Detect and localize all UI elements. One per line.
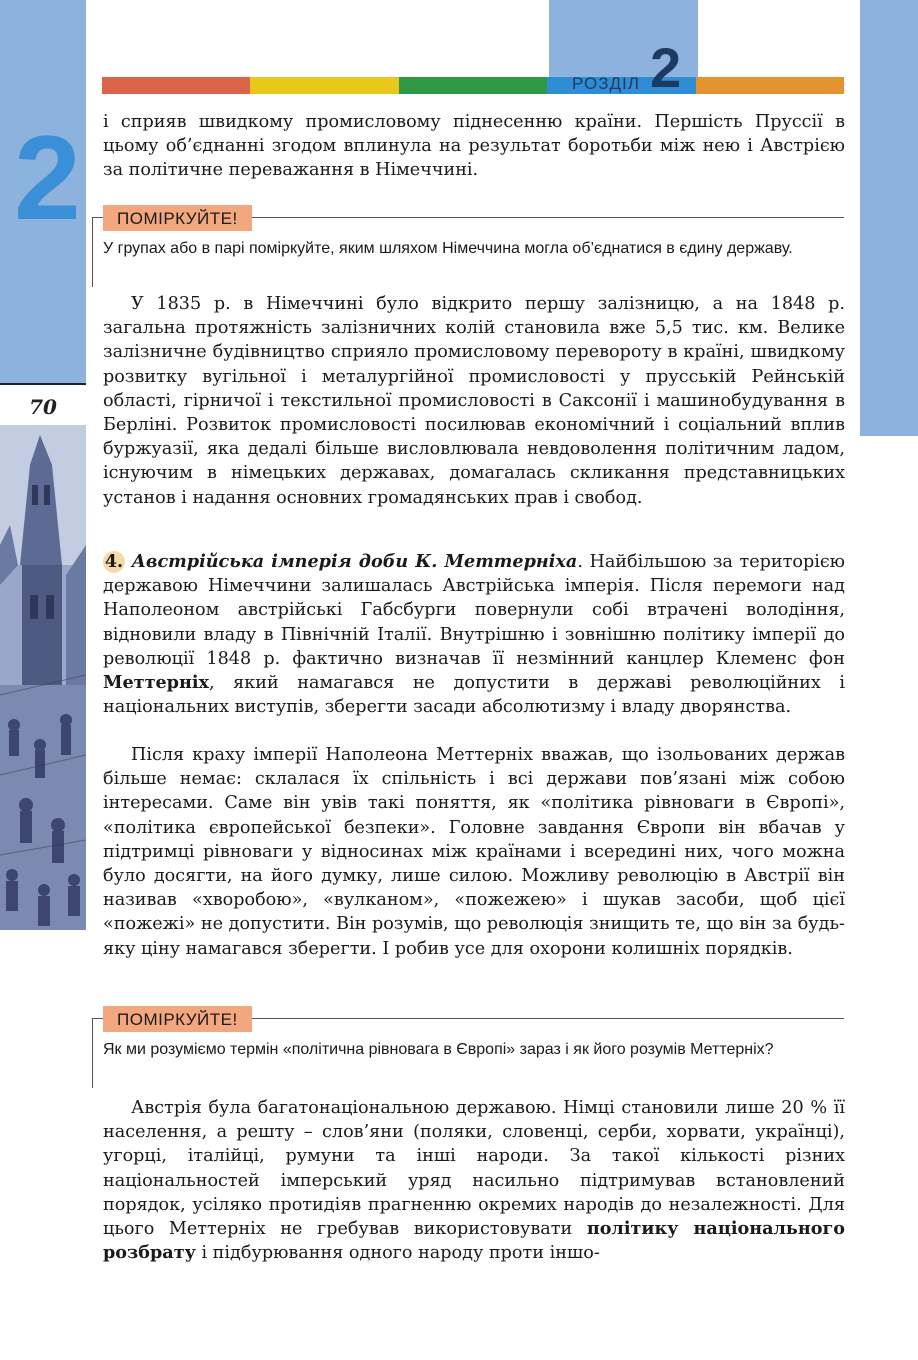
paragraph-railways: У 1835 р. в Німеччині було відкрито першу залізницю, а на 1848 р. загальна протяжність залізничних колій становила вже 5,5 тис. км. Велике залізничне будівництво сприяло промисловому перевороту в країні, швидкому розвитку вугільної і металургійної промисловості у прусській Рейнській області, гірничої і текстильної промисловості в Саксонії і машинобудування в Берліні. Розвиток промисловості посилював економічний і соціальний вплив буржуазії, яка дедалі більше висловлювала невдоволення політичним ладом, існуючим в німецьких державах, домагалась скликання представницьких установ і надання основних громадянських прав і свобод.	[103, 294, 845, 508]
bold-term: політику національного розбрату	[103, 1218, 845, 1264]
engraving-illustration-icon	[0, 425, 86, 930]
paragraph-multinational	[103, 1096, 845, 1265]
section-number-badge: 4.	[104, 551, 124, 572]
bold-term: Меттерніх	[103, 672, 210, 694]
think-box-1	[92, 205, 844, 290]
side-illustration	[0, 425, 86, 930]
think-label: ПОМІРКУЙТЕ!	[103, 1006, 252, 1032]
chapter-big-numeral: 2	[14, 111, 81, 245]
page-number-rule	[0, 383, 86, 385]
think-box-2	[92, 1006, 844, 1086]
right-margin-band	[860, 0, 918, 436]
section-label: РОЗДІЛ	[572, 74, 640, 93]
header-color-strip	[102, 77, 844, 94]
paragraph-metternich: Після краху імперії Наполеона Меттерніх вважав, що ізольованих держав більше немає: склалася їх спільність і всі держави пов’язані між собою інтересами. Саме він увів такі поняття, як «політика рівноваги в Європі», «політика європейської безпеки». Головне завдання Європи він вбачав у підтримці рівноваги у відносинах між країнами і всередині них, чого можна було досягти, на його думку, лише силою. Можливу революцію в Австрії він називав «хворобою», «вулканом», «пожежею» і шукав засоби, щоб цієї «пожежі» не допустити. Він розумів, що революція знищить те, що він за будь-яку ціну намагався зберегти. І робив усе для охорони колишніх порядків.	[103, 745, 845, 959]
think-label: ПОМІРКУЙТЕ!	[103, 205, 252, 231]
paragraph-continuation: і сприяв швидкому промисловому піднесенню країни. Першість Пруссії в цьому об’єднанні згодом вплинула на результат боротьби між нею і Австрією за політичне переважання в Німеччині.	[103, 112, 845, 181]
paragraph-text: , який намагався не допустити в державі революційних і національних виступів, зберегти засади абсолютизму і владу дворянства.	[103, 673, 845, 718]
paragraph-austrian-empire	[103, 550, 845, 719]
section-number: 2	[650, 36, 682, 99]
page-number: 70	[29, 395, 57, 419]
paragraph-text: і підбурювання одного народу проти іншо-	[195, 1243, 600, 1264]
section-heading: Австрійська імперія доби К. Меттерніха	[131, 551, 578, 572]
paragraph-text: Австрія була багатонаціональною державою. Німці становили лише 20 % її населення, а решту – слов’яни (поляки, словенці, серби, хорвати, українці), угорці, італійці, румуни та інші народи. За такої кількості різних національностей імперський уряд насильно підтримував встановлений порядок, усіляко протидіяв прагненню окремих народів до незалежності. Для цього Меттерніх не гребував використовувати	[103, 1098, 845, 1240]
think-text: Як ми розуміємо термін «політична рівновага в Європі» зараз і як його розумів Меттерніх?	[103, 1041, 774, 1058]
paragraph-text: . Найбільшою за територією державою Німеччини залишалась Австрійська імперія. Після перемоги над Наполеоном австрійські Габсбурги повернули собі втрачені володіння, відновили владу в Північній Італії. Внутрішню і зовнішню політику імперії до революції 1848 р. фактично визначав її незмінний канцлер Клеменс фон	[103, 552, 846, 669]
think-text: У групах або в парі поміркуйте, яким шляхом Німеччина могла об’єднатися в єдину державу.	[103, 240, 793, 257]
